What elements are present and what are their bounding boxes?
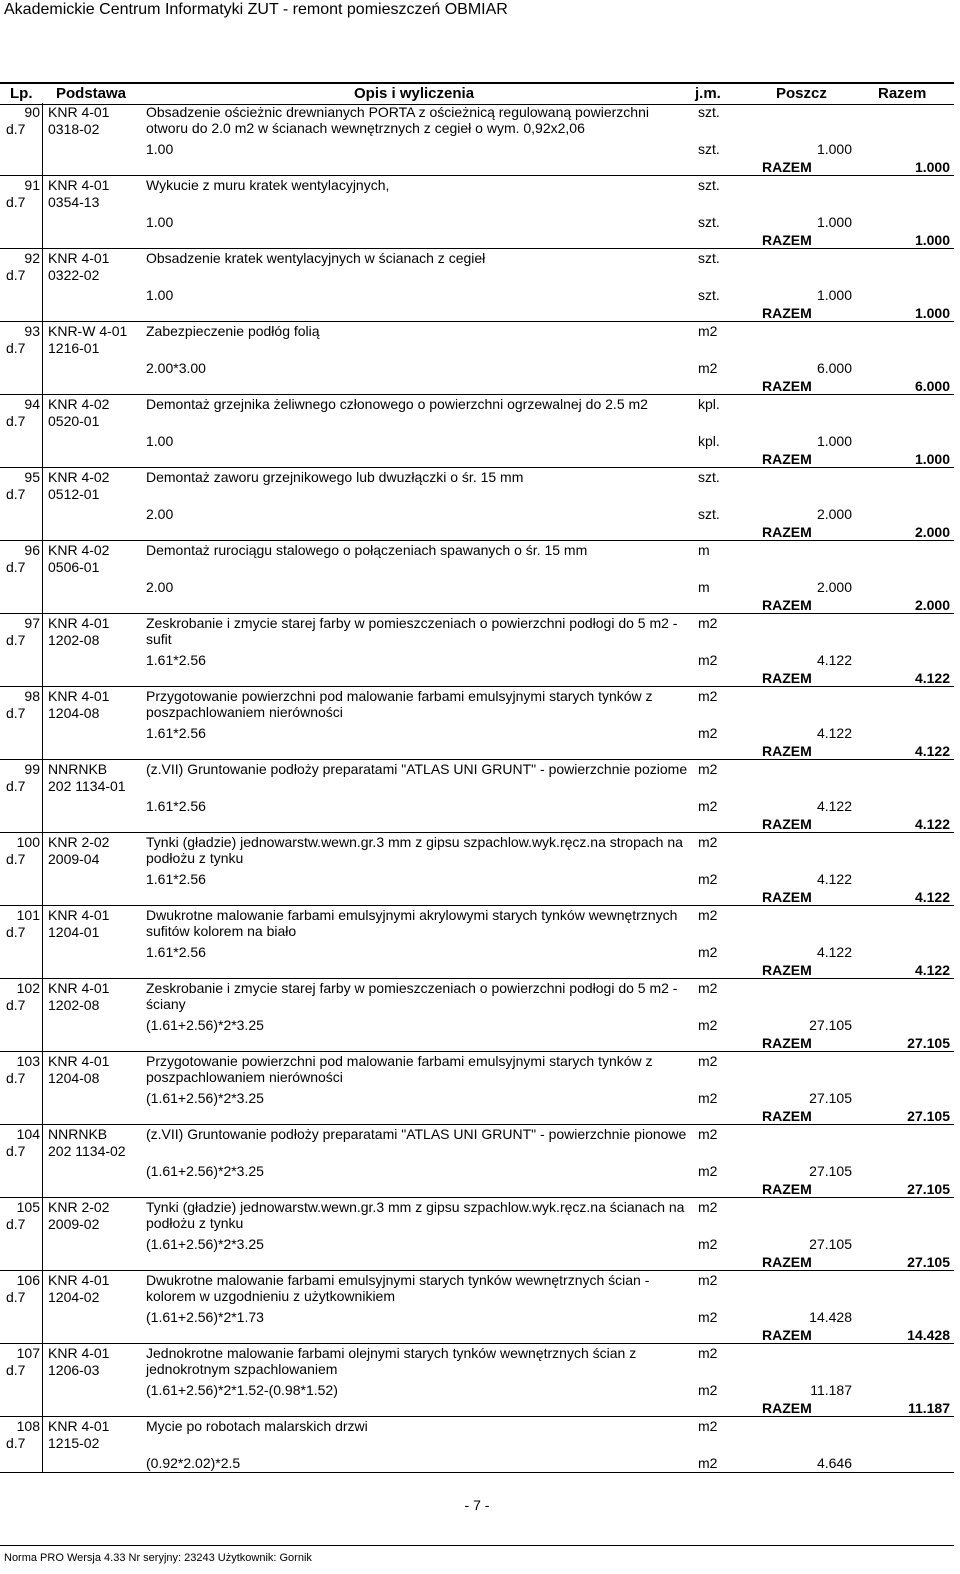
- row-code-sub: 0354-13: [48, 194, 100, 210]
- row-quantity: 4.122: [816, 798, 852, 814]
- row-lp: 95: [24, 469, 40, 485]
- row-lp-sub: d.7: [6, 413, 26, 429]
- row-calc-unit: m2: [698, 1090, 718, 1106]
- table-row: [0, 614, 954, 687]
- row-code: KNR 4-01: [48, 1418, 110, 1434]
- row-code: KNR 4-01: [48, 1272, 110, 1288]
- row-lp-sub: d.7: [6, 705, 26, 721]
- row-unit: m2: [698, 1272, 718, 1288]
- row-razem-value: 4.122: [914, 743, 950, 759]
- row-quantity: 1.000: [816, 214, 852, 230]
- row-lp: 98: [24, 688, 40, 704]
- row-razem-label: RAZEM: [762, 378, 812, 394]
- row-lp-sub: d.7: [6, 778, 26, 794]
- row-calculation: 2.00*3.00: [146, 360, 206, 376]
- row-lp: 96: [24, 542, 40, 558]
- row-calc-unit: szt.: [698, 141, 720, 157]
- row-code: NNRNKB: [48, 761, 108, 777]
- row-razem-label: RAZEM: [762, 1327, 812, 1343]
- table-row: [0, 1125, 954, 1198]
- row-unit: szt.: [698, 177, 720, 193]
- row-unit: m2: [698, 761, 718, 777]
- header-lp: Lp.: [10, 85, 33, 102]
- row-code-sub: 1204-08: [48, 705, 100, 721]
- row-calculation: (1.61+2.56)*2*1.73: [146, 1309, 264, 1325]
- row-calc-unit: kpl.: [698, 433, 720, 449]
- row-description: Demontaż zaworu grzejnikowego lub dwuzłączki o śr. 15 mm: [146, 469, 524, 485]
- row-lp: 92: [24, 250, 40, 266]
- row-unit: m2: [698, 1418, 718, 1434]
- row-razem-label: RAZEM: [762, 889, 812, 905]
- row-razem-label: RAZEM: [762, 1400, 812, 1416]
- row-razem-value: 2.000: [914, 524, 950, 540]
- table-row: [0, 906, 954, 979]
- row-calc-unit: m2: [698, 1309, 718, 1325]
- row-lp-sub: d.7: [6, 632, 26, 648]
- row-lp: 103: [16, 1053, 40, 1069]
- row-unit: m2: [698, 1345, 718, 1361]
- table-row: [0, 833, 954, 906]
- row-lp-sub: d.7: [6, 997, 26, 1013]
- row-description: Dwukrotne malowanie farbami emulsyjnymi akrylowymi starych tynków wewnętrznych sufitów kolorem na biało: [146, 907, 678, 939]
- row-quantity: 4.122: [816, 944, 852, 960]
- row-razem-value: 4.122: [914, 670, 950, 686]
- row-lp: 104: [16, 1126, 40, 1142]
- row-calculation: (1.61+2.56)*2*3.25: [146, 1236, 264, 1252]
- row-description: Demontaż rurociągu stalowego o połączeniach spawanych o śr. 15 mm: [146, 542, 588, 558]
- row-quantity: 27.105: [809, 1090, 852, 1106]
- row-lp: 97: [24, 615, 40, 631]
- row-unit: m2: [698, 1199, 718, 1215]
- row-lp: 91: [24, 177, 40, 193]
- row-description: Mycie po robotach malarskich drzwi: [146, 1418, 368, 1434]
- row-description: Przygotowanie powierzchni pod malowanie farbami emulsyjnymi starych tynków z poszpachlowaniem nierówności: [146, 688, 653, 720]
- row-calc-unit: m2: [698, 725, 718, 741]
- row-description: Demontaż grzejnika żeliwnego członowego o powierzchni ogrzewalnej do 2.5 m2: [146, 396, 648, 412]
- window-title: Akademickie Centrum Informatyki ZUT - remont pomieszczeń OBMIAR: [4, 1, 508, 18]
- table-row: [0, 249, 954, 322]
- row-lp: 90: [24, 104, 40, 120]
- table-row: [0, 1344, 954, 1417]
- row-quantity: 4.122: [816, 725, 852, 741]
- row-razem-label: RAZEM: [762, 1035, 812, 1051]
- row-code: KNR 4-01: [48, 1053, 110, 1069]
- row-lp-sub: d.7: [6, 559, 26, 575]
- row-razem-label: RAZEM: [762, 305, 812, 321]
- row-calculation: 1.61*2.56: [146, 652, 206, 668]
- row-quantity: 4.122: [816, 871, 852, 887]
- row-lp: 93: [24, 323, 40, 339]
- row-lp-sub: d.7: [6, 267, 26, 283]
- row-unit: m2: [698, 1126, 718, 1142]
- row-quantity: 27.105: [809, 1236, 852, 1252]
- row-code-sub: 1204-02: [48, 1289, 100, 1305]
- row-calculation: (0.92*2.02)*2.5: [146, 1455, 241, 1471]
- row-lp: 99: [24, 761, 40, 777]
- row-description: Zabezpieczenie podłóg folią: [146, 323, 320, 339]
- row-code: KNR 4-01: [48, 1345, 110, 1361]
- row-quantity: 4.122: [816, 652, 852, 668]
- row-code-sub: 1204-01: [48, 924, 100, 940]
- row-razem-value: 27.105: [907, 1181, 950, 1197]
- row-calculation: 1.00: [146, 287, 174, 303]
- row-lp: 100: [16, 834, 40, 850]
- row-lp-sub: d.7: [6, 194, 26, 210]
- row-razem-label: RAZEM: [762, 1254, 812, 1270]
- row-razem-label: RAZEM: [762, 743, 812, 759]
- row-unit: m2: [698, 688, 718, 704]
- table-row: [0, 1198, 954, 1271]
- row-quantity: 27.105: [809, 1163, 852, 1179]
- row-description: (z.VII) Gruntowanie podłoży preparatami "ATLAS UNI GRUNT" - powierzchnie poziome: [146, 761, 688, 777]
- table-row: [0, 322, 954, 395]
- row-calc-unit: m2: [698, 1236, 718, 1252]
- row-razem-value: 1.000: [914, 232, 950, 248]
- row-calculation: (1.61+2.56)*2*1.52-(0.98*1.52): [146, 1382, 338, 1398]
- row-calculation: (1.61+2.56)*2*3.25: [146, 1090, 264, 1106]
- row-calc-unit: m2: [698, 1163, 718, 1179]
- row-calc-unit: m2: [698, 360, 718, 376]
- row-razem-value: 27.105: [907, 1108, 950, 1124]
- row-calc-unit: m2: [698, 1455, 718, 1471]
- row-calculation: 1.61*2.56: [146, 725, 206, 741]
- row-lp: 108: [16, 1418, 40, 1434]
- row-calc-unit: szt.: [698, 214, 720, 230]
- row-unit: szt.: [698, 104, 720, 120]
- row-quantity: 4.646: [816, 1455, 852, 1471]
- row-lp: 105: [16, 1199, 40, 1215]
- row-calculation: 1.61*2.56: [146, 944, 206, 960]
- row-razem-value: 6.000: [914, 378, 950, 394]
- row-code: KNR-W 4-01: [48, 323, 128, 339]
- row-code-sub: 202 1134-01: [48, 778, 126, 794]
- row-quantity: 2.000: [816, 506, 852, 522]
- row-razem-label: RAZEM: [762, 451, 812, 467]
- row-calculation: 1.00: [146, 433, 174, 449]
- row-lp-sub: d.7: [6, 486, 26, 502]
- row-quantity: 14.428: [809, 1309, 852, 1325]
- row-lp-sub: d.7: [6, 1143, 26, 1159]
- table-row: [0, 979, 954, 1052]
- row-unit: m2: [698, 834, 718, 850]
- row-calculation: 2.00: [146, 506, 174, 522]
- row-unit: m2: [698, 980, 718, 996]
- row-razem-label: RAZEM: [762, 1181, 812, 1197]
- row-code-sub: 0512-01: [48, 486, 100, 502]
- row-code-sub: 1216-01: [48, 340, 100, 356]
- footer-divider: [0, 1545, 954, 1546]
- row-code: KNR 4-01: [48, 250, 110, 266]
- row-lp-sub: d.7: [6, 1289, 26, 1305]
- header-jm: j.m.: [695, 85, 721, 102]
- row-lp: 107: [16, 1345, 40, 1361]
- table-row: [0, 176, 954, 249]
- row-unit: m2: [698, 907, 718, 923]
- row-calc-unit: szt.: [698, 287, 720, 303]
- row-razem-label: RAZEM: [762, 524, 812, 540]
- column-divider-lp: [42, 103, 43, 1473]
- row-code-sub: 0322-02: [48, 267, 100, 283]
- row-lp: 106: [16, 1272, 40, 1288]
- row-code-sub: 0506-01: [48, 559, 100, 575]
- row-lp: 94: [24, 396, 40, 412]
- row-description: Wykucie z muru kratek wentylacyjnych,: [146, 177, 390, 193]
- row-razem-label: RAZEM: [762, 159, 812, 175]
- row-code: KNR 4-01: [48, 615, 110, 631]
- table-row: [0, 1417, 954, 1473]
- row-quantity: 1.000: [816, 141, 852, 157]
- row-description: Dwukrotne malowanie farbami emulsyjnymi starych tynków wewnętrznych ścian - kolorem w uzgodnieniu z użytkownikiem: [146, 1272, 650, 1304]
- table-row: [0, 687, 954, 760]
- row-code-sub: 202 1134-02: [48, 1143, 126, 1159]
- row-code: KNR 2-02: [48, 1199, 110, 1215]
- row-calc-unit: m: [698, 579, 710, 595]
- row-razem-label: RAZEM: [762, 597, 812, 613]
- row-code: KNR 4-02: [48, 396, 110, 412]
- table-header: [0, 82, 954, 105]
- row-description: (z.VII) Gruntowanie podłoży preparatami "ATLAS UNI GRUNT" - powierzchnie pionowe: [146, 1126, 687, 1142]
- row-description: Obsadzenie ościeżnic drewnianych PORTA z ościeżnicą regulowaną powierzchni otworu do 2.0 m2 w ścianach wewnętrznych z cegieł o wym. 0,92x2,06: [146, 104, 649, 136]
- row-lp-sub: d.7: [6, 1216, 26, 1232]
- row-calculation: 2.00: [146, 579, 174, 595]
- row-razem-label: RAZEM: [762, 232, 812, 248]
- row-razem-value: 27.105: [907, 1035, 950, 1051]
- row-calculation: 1.61*2.56: [146, 871, 206, 887]
- row-calc-unit: szt.: [698, 506, 720, 522]
- row-razem-value: 1.000: [914, 305, 950, 321]
- row-lp-sub: d.7: [6, 340, 26, 356]
- row-description: Obsadzenie kratek wentylacyjnych w ścianach z cegieł: [146, 250, 486, 266]
- row-razem-label: RAZEM: [762, 1108, 812, 1124]
- row-calculation: (1.61+2.56)*2*3.25: [146, 1163, 264, 1179]
- row-code: KNR 4-01: [48, 907, 110, 923]
- row-calc-unit: m2: [698, 652, 718, 668]
- row-razem-value: 4.122: [914, 889, 950, 905]
- row-code-sub: 1206-03: [48, 1362, 100, 1378]
- row-unit: m2: [698, 1053, 718, 1069]
- row-quantity: 11.187: [810, 1382, 852, 1398]
- row-razem-value: 2.000: [914, 597, 950, 613]
- row-code: KNR 4-02: [48, 469, 110, 485]
- row-calc-unit: m2: [698, 944, 718, 960]
- row-quantity: 1.000: [816, 287, 852, 303]
- row-code: KNR 4-01: [48, 177, 110, 193]
- row-lp-sub: d.7: [6, 1435, 26, 1451]
- row-razem-value: 11.187: [907, 1400, 950, 1416]
- footer-text: Norma PRO Wersja 4.33 Nr seryjny: 23243 Użytkownik: Gornik: [4, 1552, 312, 1564]
- row-unit: m: [698, 542, 710, 558]
- table-row: [0, 1052, 954, 1125]
- row-unit: m2: [698, 323, 718, 339]
- row-code-sub: 1202-08: [48, 997, 100, 1013]
- row-calc-unit: m2: [698, 871, 718, 887]
- header-opis: Opis i wyliczenia: [354, 85, 475, 102]
- row-lp-sub: d.7: [6, 924, 26, 940]
- table-row: [0, 760, 954, 833]
- row-quantity: 1.000: [816, 433, 852, 449]
- row-unit: m2: [698, 615, 718, 631]
- row-quantity: 27.105: [809, 1017, 852, 1033]
- row-code-sub: 0318-02: [48, 121, 100, 137]
- row-calculation: 1.61*2.56: [146, 798, 206, 814]
- row-description: Przygotowanie powierzchni pod malowanie farbami emulsyjnymi starych tynków z poszpachlowaniem nierówności: [146, 1053, 653, 1085]
- row-code: KNR 4-01: [48, 104, 110, 120]
- row-razem-label: RAZEM: [762, 670, 812, 686]
- row-razem-label: RAZEM: [762, 962, 812, 978]
- header-razem: Razem: [878, 85, 927, 102]
- row-code-sub: 0520-01: [48, 413, 100, 429]
- row-description: Tynki (gładzie) jednowarstw.wewn.gr.3 mm z gipsu szpachlow.wyk.ręcz.na stropach na podłożu z tynku: [146, 834, 683, 866]
- header-podstawa: Podstawa: [56, 85, 127, 102]
- table-row: [0, 395, 954, 468]
- table-row: [0, 1271, 954, 1344]
- row-razem-value: 4.122: [914, 816, 950, 832]
- row-quantity: 6.000: [816, 360, 852, 376]
- row-lp-sub: d.7: [6, 121, 26, 137]
- row-calc-unit: m2: [698, 1382, 718, 1398]
- row-razem-value: 14.428: [907, 1327, 950, 1343]
- row-razem-value: 1.000: [914, 451, 950, 467]
- table-row: [0, 103, 954, 176]
- row-code-sub: 1202-08: [48, 632, 100, 648]
- row-calc-unit: m2: [698, 798, 718, 814]
- row-razem-value: 4.122: [914, 962, 950, 978]
- row-razem-label: RAZEM: [762, 816, 812, 832]
- row-lp-sub: d.7: [6, 1070, 26, 1086]
- row-lp: 101: [16, 907, 40, 923]
- row-razem-value: 27.105: [907, 1254, 950, 1270]
- row-lp-sub: d.7: [6, 1362, 26, 1378]
- row-calculation: 1.00: [146, 141, 174, 157]
- page-number: - 7 -: [464, 1497, 490, 1513]
- row-lp-sub: d.7: [6, 851, 26, 867]
- row-calculation: (1.61+2.56)*2*3.25: [146, 1017, 264, 1033]
- row-code: KNR 2-02: [48, 834, 110, 850]
- row-description: Tynki (gładzie) jednowarstw.wewn.gr.3 mm z gipsu szpachlow.wyk.ręcz.na ścianach na podłożu z tynku: [146, 1199, 685, 1231]
- row-lp: 102: [16, 980, 40, 996]
- row-calculation: 1.00: [146, 214, 174, 230]
- row-description: Zeskrobanie i zmycie starej farby w pomieszczeniach o powierzchni podłogi do 5 m2 - ściany: [146, 980, 678, 1012]
- row-unit: szt.: [698, 469, 720, 485]
- row-code: KNR 4-01: [48, 980, 110, 996]
- row-code: KNR 4-01: [48, 688, 110, 704]
- row-code-sub: 1204-08: [48, 1070, 100, 1086]
- row-code: NNRNKB: [48, 1126, 108, 1142]
- row-code-sub: 2009-02: [48, 1216, 100, 1232]
- row-code-sub: 1215-02: [48, 1435, 100, 1451]
- row-code: KNR 4-02: [48, 542, 110, 558]
- row-calc-unit: m2: [698, 1017, 718, 1033]
- row-quantity: 2.000: [816, 579, 852, 595]
- row-code-sub: 2009-04: [48, 851, 100, 867]
- row-description: Jednokrotne malowanie farbami olejnymi starych tynków wewnętrznych ścian z jednokrotnym szpachlowaniem: [146, 1345, 637, 1377]
- table-row: [0, 541, 954, 614]
- header-poszcz: Poszcz: [776, 85, 827, 102]
- row-unit: szt.: [698, 250, 720, 266]
- row-razem-value: 1.000: [914, 159, 950, 175]
- row-description: Zeskrobanie i zmycie starej farby w pomieszczeniach o powierzchni podłogi do 5 m2 - sufit: [146, 615, 678, 647]
- row-unit: kpl.: [698, 396, 720, 412]
- table-row: [0, 468, 954, 541]
